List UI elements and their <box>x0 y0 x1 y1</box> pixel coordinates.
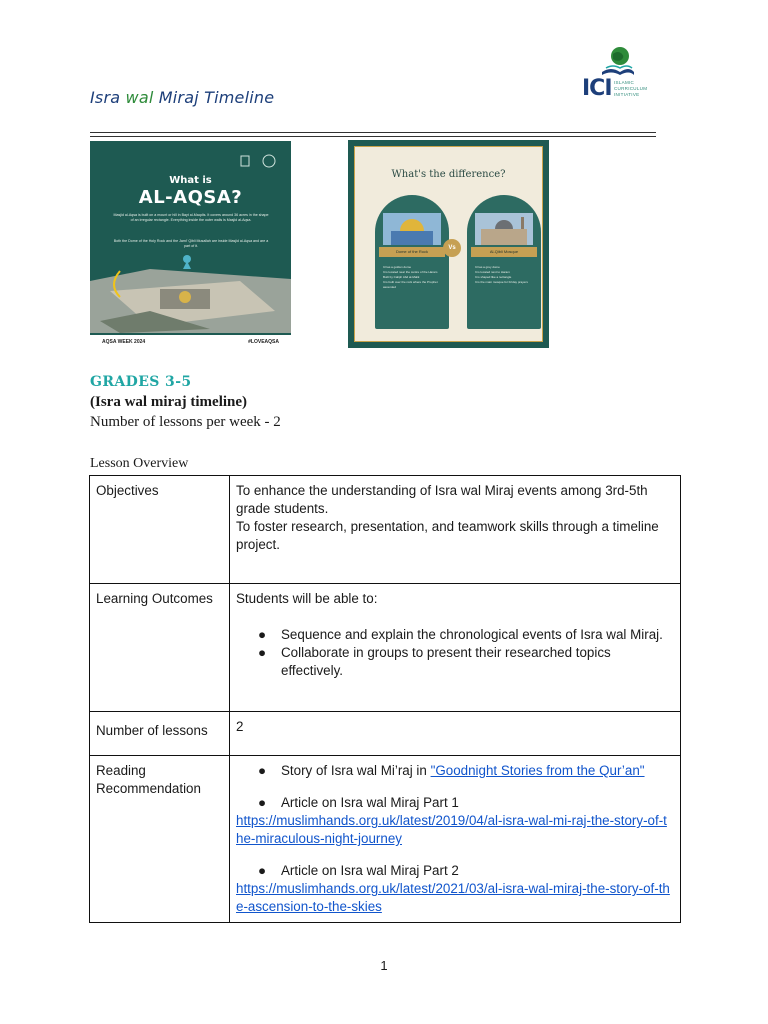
article-1-link-wrap <box>236 812 674 848</box>
table-row-reading <box>90 756 681 923</box>
reading-item-2-title: Article on Isra wal Miraj Part 1 <box>281 795 459 810</box>
objective-1: To enhance the understanding of Isra wal Miraj events among 3rd-5th grade students. <box>236 483 648 516</box>
list-item <box>236 762 674 780</box>
bullet-icon: ● <box>258 627 267 642</box>
poster-paragraph-2: Both the Dome of the Holy Rock and the Jami' Qibli Musallah are inside Masjid al-Aqsa and are a part of it. <box>113 239 269 248</box>
aerial-photo-icon <box>90 251 291 333</box>
table-row-objectives <box>90 476 681 584</box>
right-point: It is the main mosque for Friday prayers <box>475 280 528 284</box>
right-arch-label: Al-Qibli Mosque <box>471 247 537 257</box>
difference-poster-image <box>348 140 549 348</box>
left-point: It has a golden dome <box>383 265 412 269</box>
title-word-2: wal <box>125 88 154 107</box>
bullet-icon: ● <box>258 863 267 878</box>
right-arch-points <box>475 265 533 285</box>
header-divider-bottom <box>90 136 656 137</box>
reading-content <box>230 756 681 923</box>
bullet-icon: ● <box>258 645 267 660</box>
lessons-label: Number of lessons <box>90 712 230 756</box>
article-2-link-wrap <box>236 880 674 916</box>
unit-subtitle: (Isra wal miraj timeline) <box>90 394 248 410</box>
list-item <box>236 644 674 680</box>
outcomes-list <box>236 626 674 680</box>
outcome-text: Sequence and explain the chronological events of Isra wal Miraj. <box>281 627 663 642</box>
poster-frame <box>354 146 543 342</box>
lessons-per-week: Number of lessons per week - 2 <box>90 414 281 430</box>
dome-of-rock-photo-icon <box>383 213 441 245</box>
outcomes-label: Learning Outcomes <box>90 584 230 712</box>
lesson-overview-table <box>89 475 681 923</box>
article-2-link[interactable]: https://muslimhands.org.uk/latest/2021/03/al-isra-wal-miraj-the-story-of-the-ascension-to-the-skies <box>236 881 670 914</box>
aqsa-poster-image <box>90 141 291 351</box>
qibli-mosque-photo-icon <box>475 213 533 245</box>
list-item <box>236 862 674 880</box>
reading-list-2 <box>236 862 674 880</box>
bullet-icon: ● <box>258 763 267 778</box>
lessons-value: 2 <box>230 712 681 756</box>
logo-line-1: ISLAMIC <box>614 80 635 85</box>
title-word-1: Isra <box>90 88 121 107</box>
grades-heading: GRADES 3-5 <box>90 374 192 390</box>
ici-logo <box>582 46 662 106</box>
document-title <box>90 88 274 107</box>
lesson-overview-label: Lesson Overview <box>90 456 189 471</box>
poster-brand-icons <box>239 153 279 169</box>
left-arch-card <box>375 195 449 329</box>
bullet-icon: ● <box>258 795 267 810</box>
objective-2: To foster research, presentation, and teamwork skills through a timeline project. <box>236 519 659 552</box>
reading-label: Reading Recommendation <box>90 756 230 923</box>
right-arch-card <box>467 195 541 329</box>
right-point: It has a grey dome <box>475 265 500 269</box>
logo-line-3: INITIATIVE <box>614 92 640 97</box>
poster-heading-small: What is <box>169 175 212 186</box>
logo-mark: ICI <box>582 76 612 101</box>
left-arch-label: Dome of the Rock <box>379 247 445 257</box>
poster-paragraph-1: Masjid al-Aqsa is built on a mount or hill in Bayt al-Maqdis. It covers around 36 acres in the shape of an irregular rectangle. Everything inside the outer walls is Masjid al-Aqsa. <box>113 213 269 222</box>
left-point: Built by Caliph Abd al-Malik <box>383 275 420 279</box>
header-divider-top <box>90 132 656 133</box>
difference-heading: What's the difference? <box>391 169 506 180</box>
vs-badge: Vs <box>443 239 461 257</box>
outcome-text: Collaborate in groups to present their researched topics effectively. <box>281 645 611 678</box>
poster-footer <box>90 335 291 351</box>
reading-item-3-title: Article on Isra wal Miraj Part 2 <box>281 863 459 878</box>
globe-book-icon <box>598 46 634 80</box>
left-point: It is located near the centre of the Haram <box>383 270 438 274</box>
list-item <box>236 626 674 644</box>
table-row-outcomes <box>90 584 681 712</box>
right-point: It is shaped like a rectangle <box>475 275 512 279</box>
article-1-link[interactable]: https://muslimhands.org.uk/latest/2019/04/al-isra-wal-mi-raj-the-story-of-the-miraculous-night-journey <box>236 813 667 846</box>
outcomes-intro: Students will be able to: <box>236 591 378 606</box>
title-word-3: Miraj Timeline <box>158 88 275 107</box>
logo-line-2: CURRICULUM <box>614 86 648 91</box>
objectives-content <box>230 476 681 584</box>
reading-list <box>236 762 674 812</box>
page-number: 1 <box>380 958 388 973</box>
poster-footer-left: AQSA WEEK 2024 <box>102 339 146 345</box>
poster-footer-right: #LOVEAQSA <box>248 339 279 345</box>
poster-heading-big: AL-AQSA? <box>138 187 243 208</box>
right-point: It is located next to Haram <box>475 270 510 274</box>
left-point: It is built over the rock where the Prophet ascended <box>383 280 438 289</box>
book-link[interactable]: "Goodnight Stories from the Qur’an" <box>430 763 645 778</box>
table-row-lessons <box>90 712 681 756</box>
reading-item-1-prefix: Story of Isra wal Mi’raj in <box>281 763 431 778</box>
logo-text <box>614 80 647 98</box>
left-arch-points <box>383 265 441 290</box>
list-item <box>236 794 674 812</box>
objectives-label: Objectives <box>90 476 230 584</box>
outcomes-content <box>230 584 681 712</box>
